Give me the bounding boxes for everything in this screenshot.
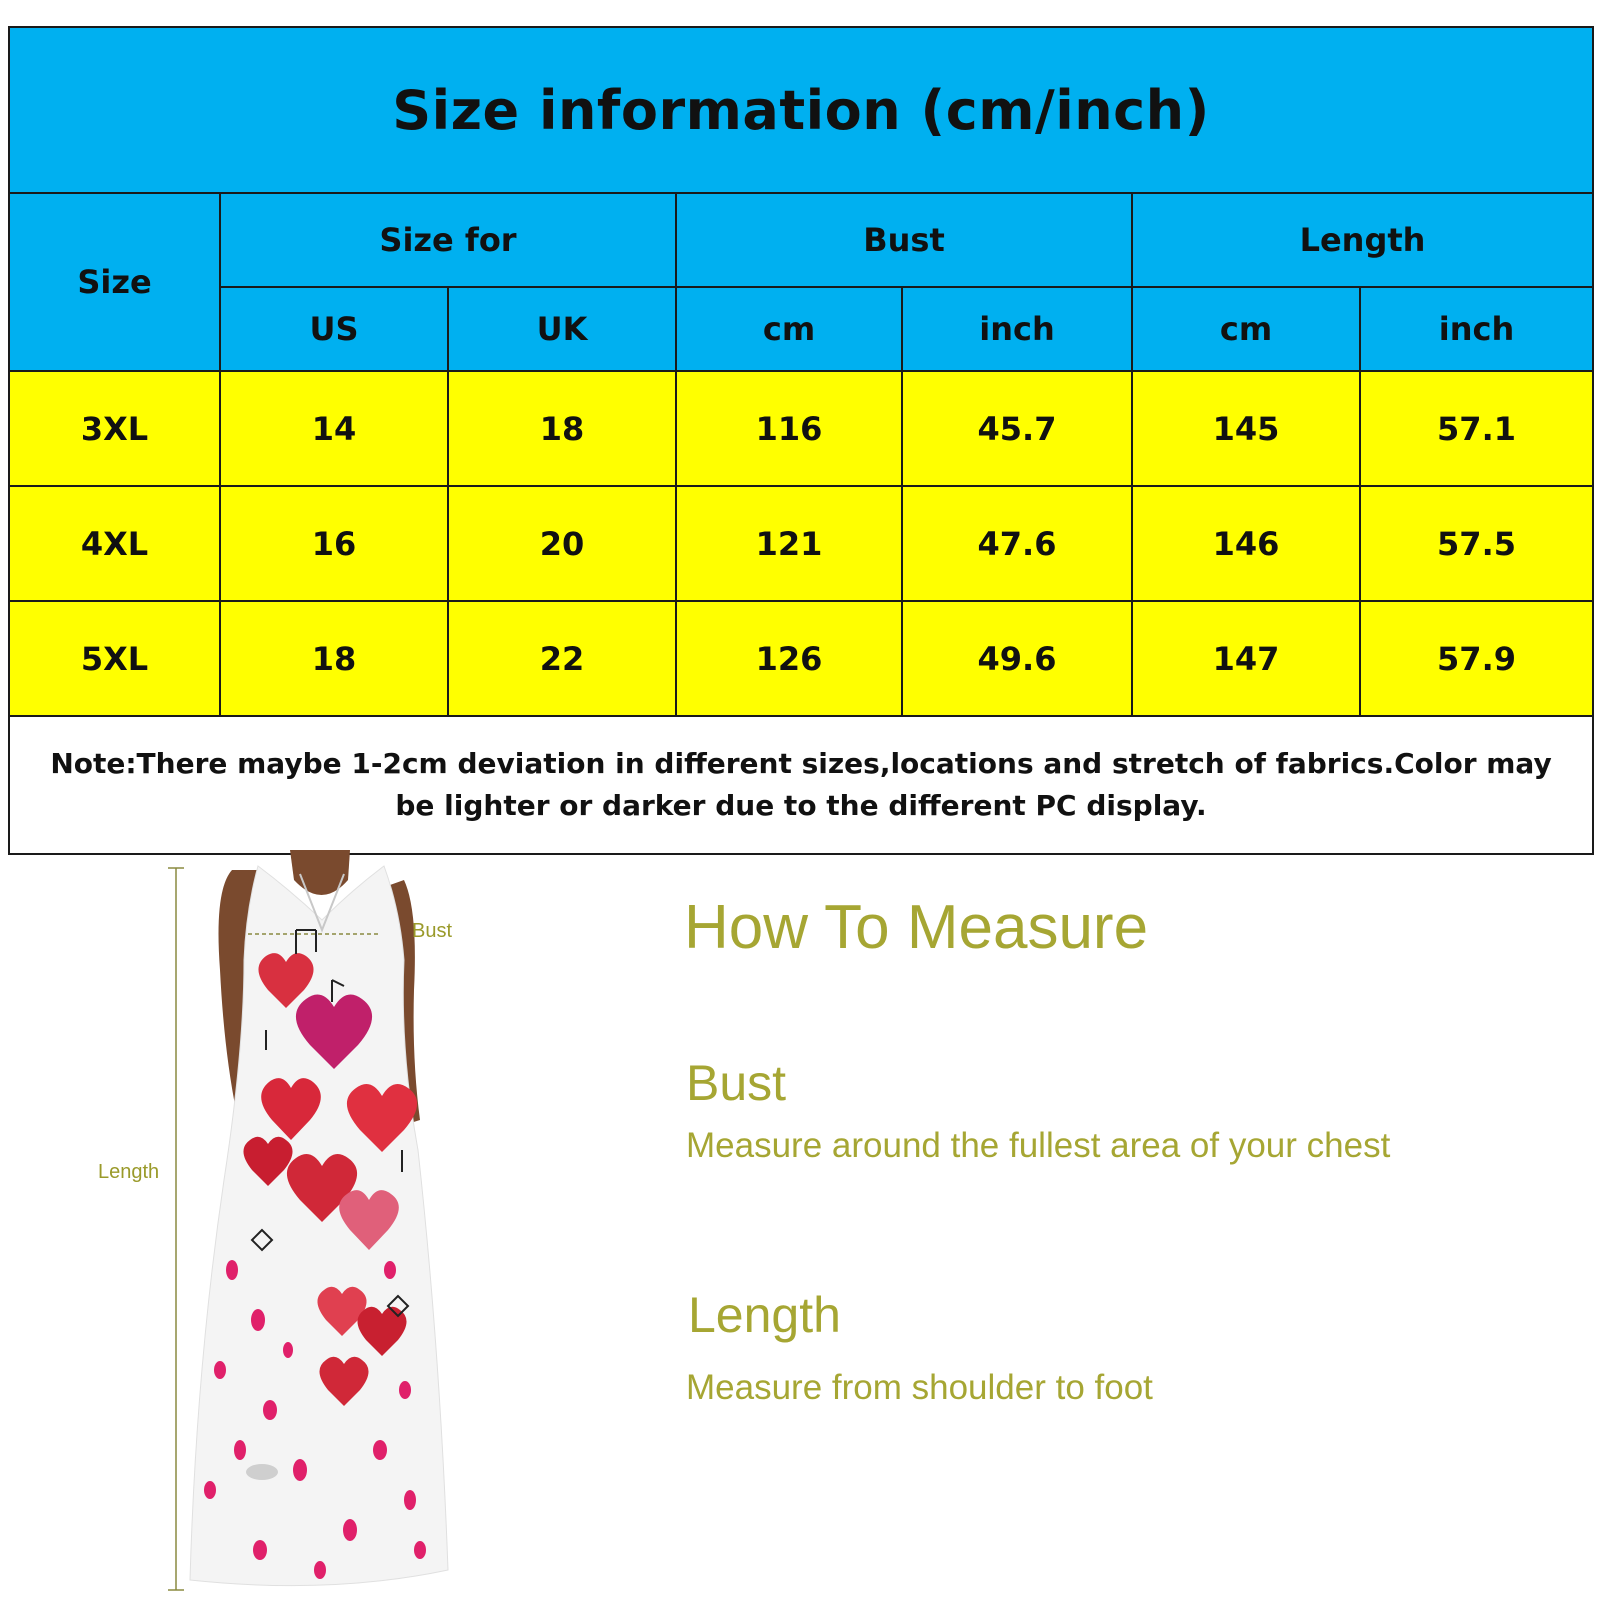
cell-length-inch: 57.1 bbox=[1360, 371, 1593, 486]
length-title: Length bbox=[688, 1287, 841, 1343]
cell-us: 16 bbox=[220, 486, 448, 601]
model-feet bbox=[246, 1464, 278, 1480]
cell-uk: 18 bbox=[448, 371, 676, 486]
header-bust-cm: cm bbox=[676, 287, 902, 371]
cell-uk: 20 bbox=[448, 486, 676, 601]
header-uk: UK bbox=[448, 287, 676, 371]
table-row bbox=[9, 601, 1593, 716]
cell-bust-inch: 49.6 bbox=[902, 601, 1132, 716]
cell-size: 5XL bbox=[9, 601, 220, 716]
cell-length-inch: 57.5 bbox=[1360, 486, 1593, 601]
header-size: Size bbox=[9, 193, 220, 371]
cell-length-cm: 145 bbox=[1132, 371, 1360, 486]
cell-us: 18 bbox=[220, 601, 448, 716]
cell-bust-inch: 45.7 bbox=[902, 371, 1132, 486]
length-label: Length bbox=[98, 1161, 160, 1183]
cell-size: 3XL bbox=[9, 371, 220, 486]
length-description: Measure from shoulder to foot bbox=[686, 1368, 1153, 1407]
header-size-for: Size for bbox=[220, 193, 676, 287]
length-guide-line bbox=[168, 868, 184, 1590]
bust-description: Measure around the fullest area of your chest bbox=[686, 1126, 1391, 1165]
table-note: Note:There maybe 1-2cm deviation in different sizes,locations and stretch of fabrics.Color may be lighter or darker due to the different PC display. bbox=[9, 716, 1593, 854]
table-row bbox=[9, 371, 1593, 486]
table-row bbox=[9, 486, 1593, 601]
guide-heading: How To Measure bbox=[684, 893, 1149, 962]
cell-size: 4XL bbox=[9, 486, 220, 601]
cell-us: 14 bbox=[220, 371, 448, 486]
header-length-inch: inch bbox=[1360, 287, 1593, 371]
table-title: Size information (cm/inch) bbox=[9, 27, 1593, 193]
bust-title: Bust bbox=[686, 1055, 787, 1111]
cell-bust-cm: 121 bbox=[676, 486, 902, 601]
cell-bust-inch: 47.6 bbox=[902, 486, 1132, 601]
cell-length-cm: 146 bbox=[1132, 486, 1360, 601]
header-bust: Bust bbox=[676, 193, 1132, 287]
dress-model-illustration bbox=[0, 850, 660, 1600]
cell-length-cm: 147 bbox=[1132, 601, 1360, 716]
cell-bust-cm: 116 bbox=[676, 371, 902, 486]
header-us: US bbox=[220, 287, 448, 371]
cell-bust-cm: 126 bbox=[676, 601, 902, 716]
cell-length-inch: 57.9 bbox=[1360, 601, 1593, 716]
header-bust-inch: inch bbox=[902, 287, 1132, 371]
bust-label: Bust bbox=[412, 920, 453, 942]
how-to-measure-guide bbox=[684, 880, 1590, 1500]
size-chart-table bbox=[8, 26, 1594, 855]
measurement-figure bbox=[0, 850, 660, 1600]
cell-uk: 22 bbox=[448, 601, 676, 716]
header-length: Length bbox=[1132, 193, 1593, 287]
header-length-cm: cm bbox=[1132, 287, 1360, 371]
